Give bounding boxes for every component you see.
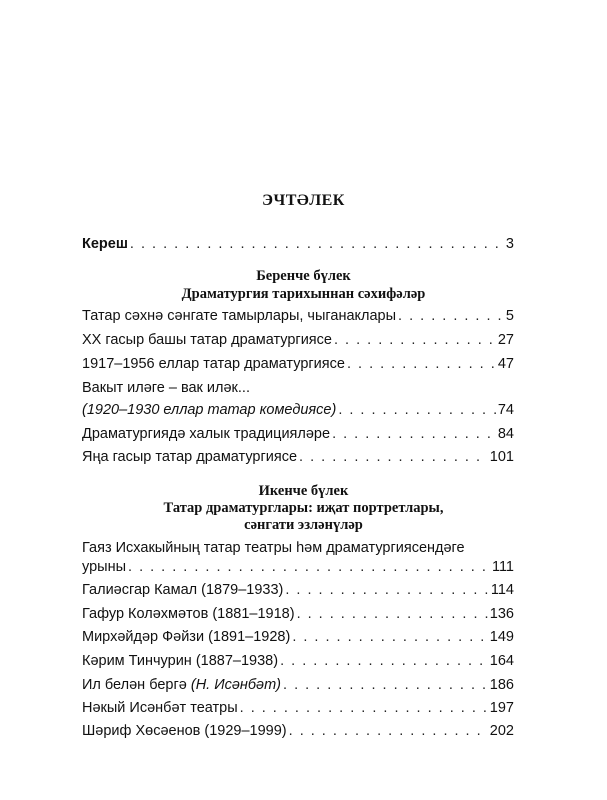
entry-page-number: 197 bbox=[489, 700, 514, 716]
part2-subheading-line2: сәнгати эзләнүләр bbox=[244, 517, 363, 533]
entry-page-number: 5 bbox=[505, 308, 514, 324]
toc-entry[interactable] bbox=[82, 447, 514, 467]
dot-leader bbox=[332, 424, 496, 444]
entry-page-number: 202 bbox=[489, 723, 514, 739]
toc-entry[interactable] bbox=[82, 306, 514, 326]
entry-label: 1917–1956 еллар татар драматургиясе bbox=[82, 356, 345, 372]
toc-entry[interactable] bbox=[82, 604, 514, 624]
entry-label-line2: урыны bbox=[82, 559, 127, 575]
toc-entry[interactable] bbox=[82, 557, 514, 577]
entry-page-number: 149 bbox=[489, 629, 514, 645]
dot-leader bbox=[283, 675, 488, 695]
entry-page-number: 164 bbox=[489, 653, 514, 669]
dot-leader bbox=[297, 604, 488, 624]
entry-label-line1[interactable]: Вакыт иләге – вак иләк... bbox=[82, 380, 250, 396]
entry-page-number: 136 bbox=[489, 606, 514, 622]
entry-label: XX гасыр башы татар драматургиясе bbox=[82, 332, 332, 348]
part2-subheading: Татар драматурглары: иҗат портретлары, bbox=[163, 500, 444, 516]
entry-label: Яңа гасыр татар драматургиясе bbox=[82, 449, 298, 465]
entry-label-main: Ил белән бергә bbox=[82, 677, 191, 693]
toc-title: ЭЧТӘЛЕК bbox=[262, 192, 345, 209]
toc-entry[interactable] bbox=[82, 651, 514, 671]
toc-entry[interactable] bbox=[82, 354, 514, 374]
entry-page-number: 114 bbox=[490, 582, 514, 598]
entry-page-number: 111 bbox=[491, 559, 514, 575]
dot-leader bbox=[285, 580, 489, 600]
entry-label: Шәриф Хөсәенов (1929–1999) bbox=[82, 723, 287, 739]
entry-page-number: 186 bbox=[489, 677, 514, 693]
entry-label: Кәрим Тинчурин (1887–1938) bbox=[82, 653, 279, 669]
dot-leader bbox=[334, 330, 496, 350]
entry-label: Татар сәхнә сәнгате тамырлары, чыганаклары bbox=[82, 308, 397, 324]
entry-label-italic: (Н. Исәнбәт) bbox=[190, 677, 282, 693]
toc-entry[interactable] bbox=[82, 675, 514, 695]
entry-page-number: 47 bbox=[497, 356, 514, 372]
part1-subheading: Драматургия тарихыннан сәхифәләр bbox=[181, 286, 426, 302]
toc-entry[interactable] bbox=[82, 330, 514, 350]
dot-leader bbox=[292, 627, 487, 647]
dot-leader bbox=[130, 234, 504, 254]
part2-heading: Икенче бүлек bbox=[258, 483, 349, 499]
dot-leader bbox=[280, 651, 488, 671]
entry-label-line2: (1920–1930 еллар татар комедиясе) bbox=[82, 402, 337, 418]
entry-label: Драматургиядә халык традицияләре bbox=[82, 426, 331, 442]
entry-page-number: 27 bbox=[497, 332, 514, 348]
dot-leader bbox=[289, 721, 488, 741]
dot-leader bbox=[338, 400, 496, 420]
entry-label: Галиәсгар Камал (1879–1933) bbox=[82, 582, 284, 598]
dot-leader bbox=[240, 698, 488, 718]
entry-page-number: 101 bbox=[489, 449, 514, 465]
part1-heading: Беренче бүлек bbox=[256, 268, 351, 284]
toc-entry[interactable] bbox=[82, 721, 514, 741]
entry-label bbox=[82, 675, 281, 695]
toc-entry[interactable] bbox=[82, 424, 514, 444]
entry-page-number: 74 bbox=[497, 402, 514, 418]
dot-leader bbox=[398, 306, 504, 326]
entry-page-number: 3 bbox=[505, 236, 514, 252]
entry-label: Кереш bbox=[82, 236, 128, 252]
toc-entry[interactable] bbox=[82, 627, 514, 647]
entry-label: Гафур Коләхмәтов (1881–1918) bbox=[82, 606, 295, 622]
entry-label: Мирхәйдәр Фәйзи (1891–1928) bbox=[82, 629, 291, 645]
toc-entry-intro[interactable] bbox=[82, 234, 514, 254]
dot-leader bbox=[347, 354, 496, 374]
entry-label: Нәкый Исәнбәт театры bbox=[82, 700, 238, 716]
dot-leader bbox=[128, 557, 490, 577]
toc-entry[interactable] bbox=[82, 698, 514, 718]
toc-entry[interactable] bbox=[82, 580, 514, 600]
entry-label-line1[interactable]: Гаяз Исхакыйның татар театры һәм драматургиясендәге bbox=[82, 540, 465, 556]
entry-page-number: 84 bbox=[497, 426, 514, 442]
dot-leader bbox=[299, 447, 488, 467]
toc-entry[interactable] bbox=[82, 400, 514, 420]
